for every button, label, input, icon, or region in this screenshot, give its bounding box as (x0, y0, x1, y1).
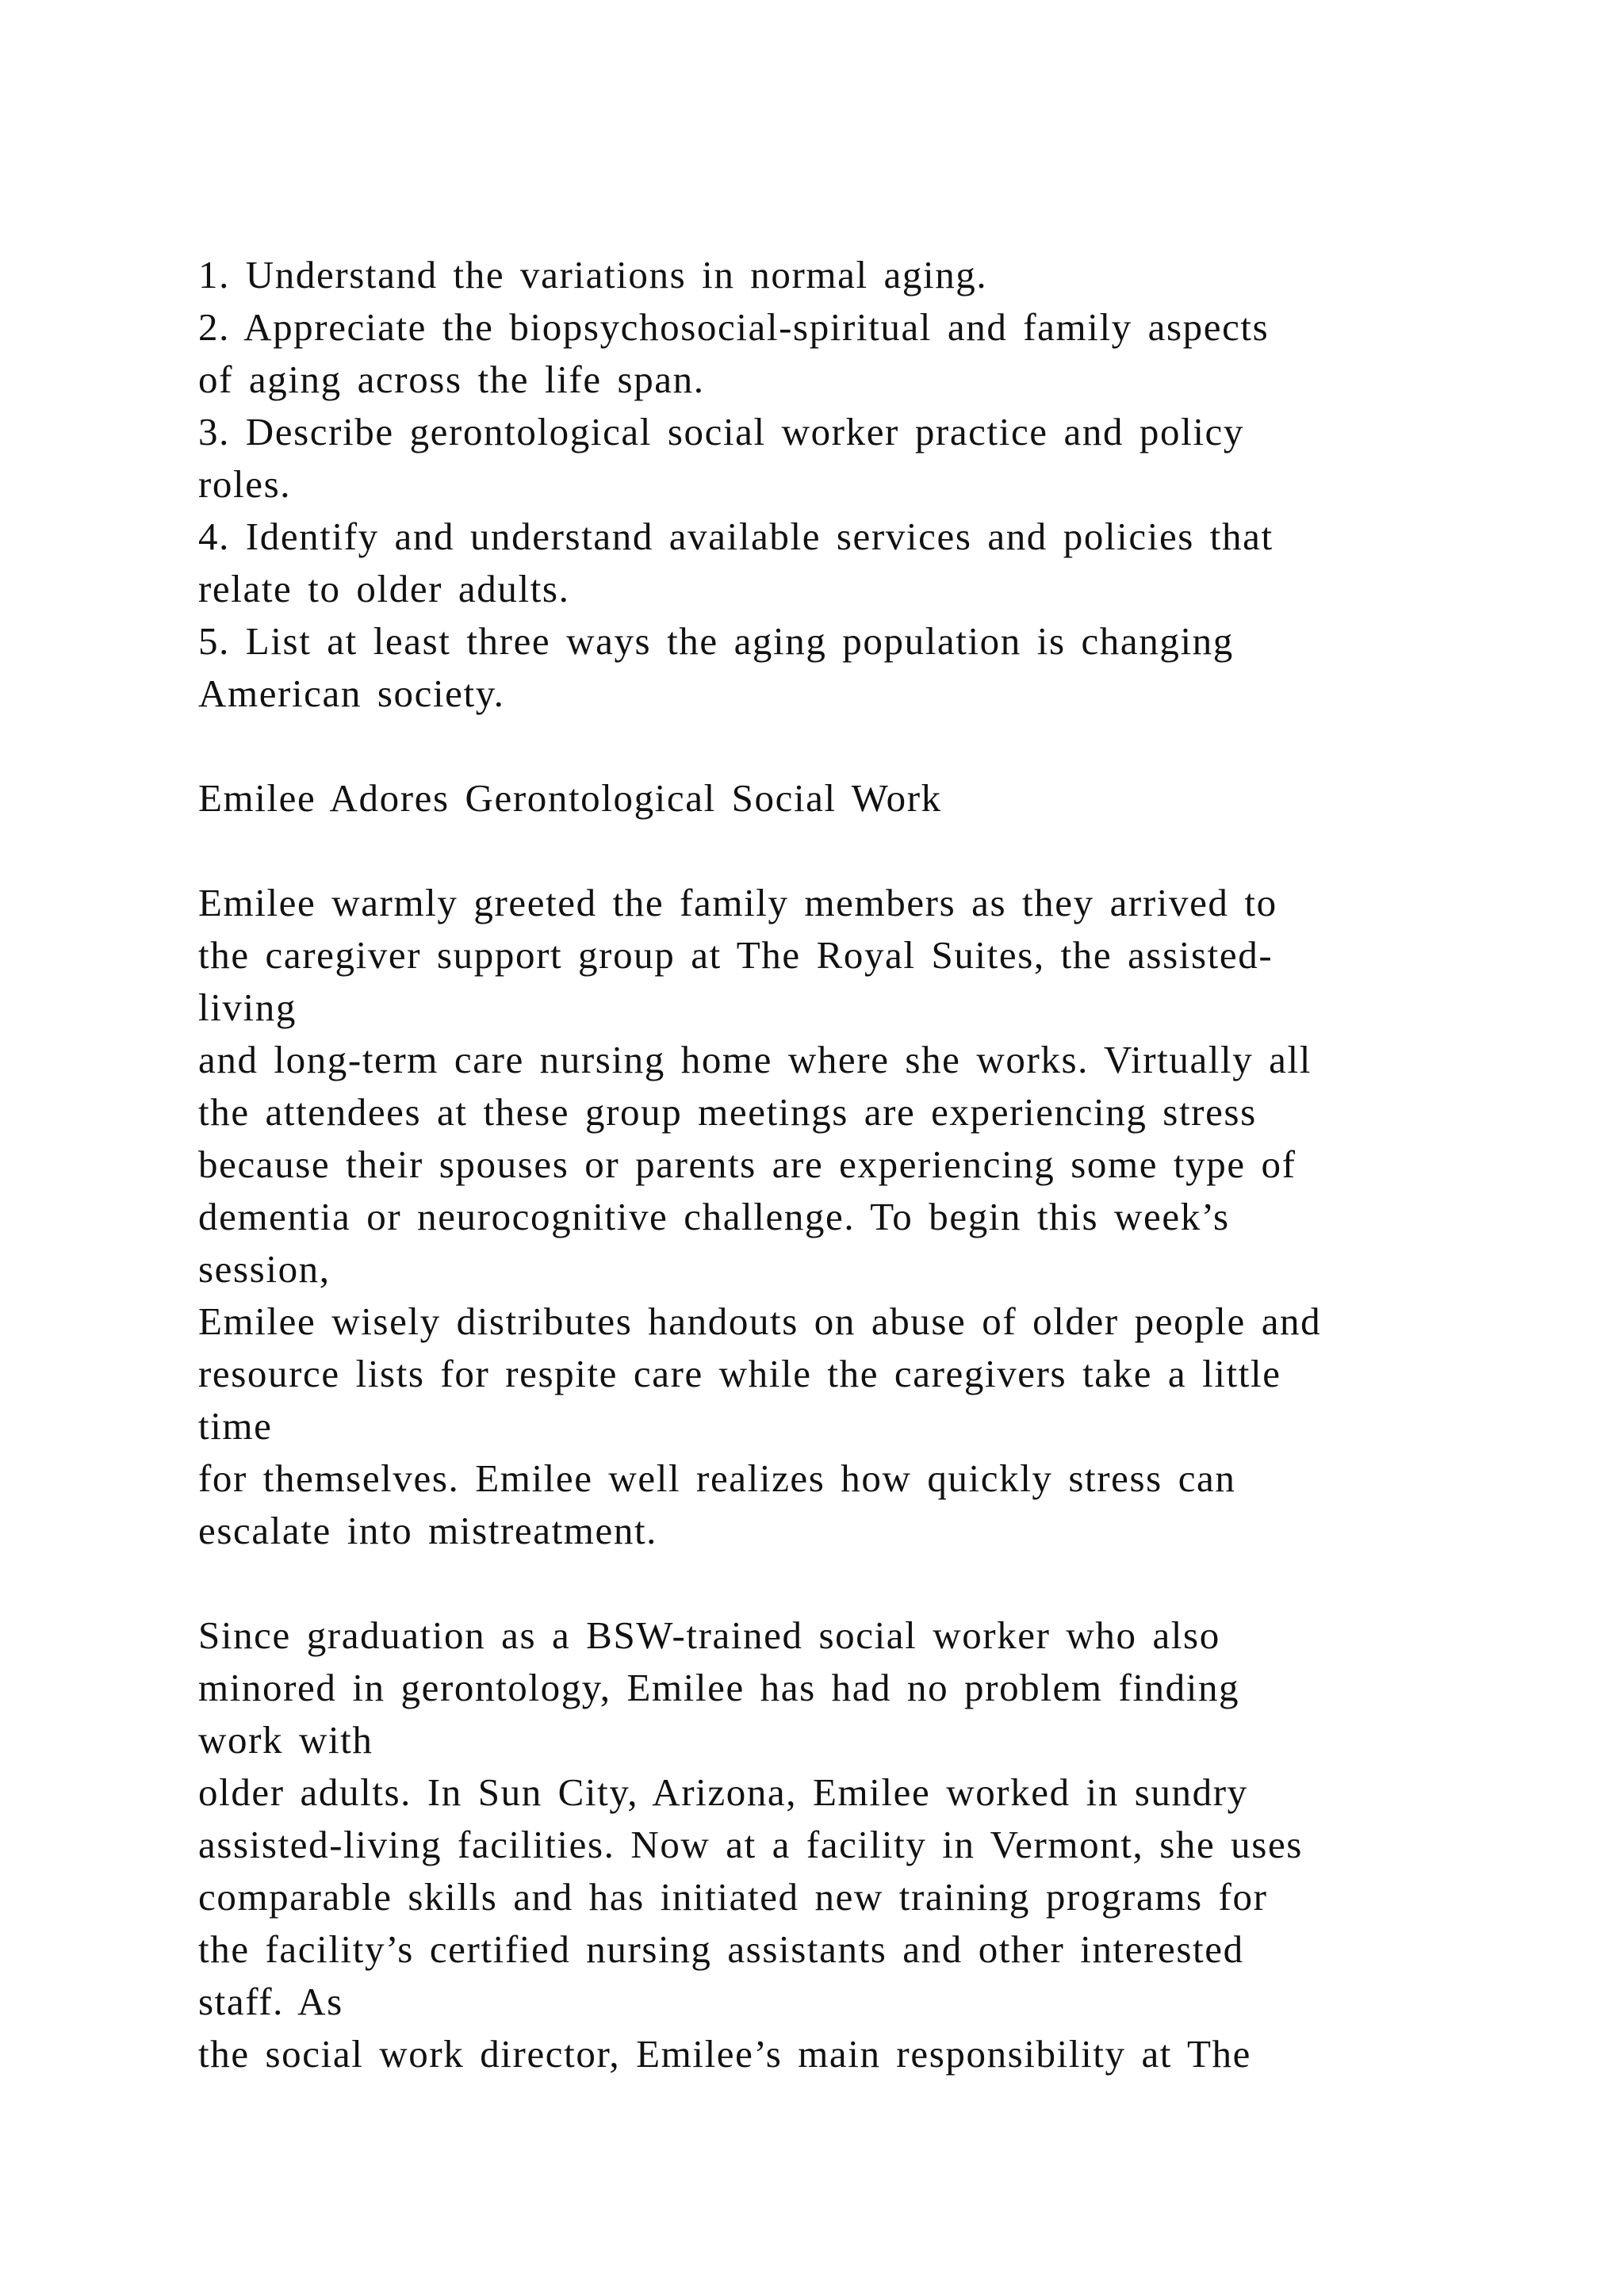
paragraph-line: dementia or neurocognitive challenge. To begin this week’s (198, 1195, 1230, 1238)
objective-line: 4. Identify and understand available services and policies that (198, 515, 1274, 558)
objective-line: of aging across the life span. (198, 358, 705, 401)
paragraph-line: Since graduation as a BSW-trained social worker who also (198, 1613, 1220, 1657)
paragraph-line: minored in gerontology, Emilee has had no problem finding (198, 1666, 1240, 1709)
spacer (198, 1557, 1594, 1609)
objective-line: 5. List at least three ways the aging population is changing (198, 619, 1234, 663)
paragraph-line: older adults. In Sun City, Arizona, Emilee worked in sundry (198, 1770, 1248, 1814)
objective-line: 3. Describe gerontological social worker practice and policy (198, 410, 1244, 453)
paragraph-line: the caregiver support group at The Royal Suites, the assisted- (198, 933, 1274, 977)
paragraph-line: comparable skills and has initiated new training programs for (198, 1875, 1268, 1919)
paragraph-line: Emilee warmly greeted the family members as they arrived to (198, 881, 1277, 924)
spacer (198, 825, 1594, 877)
paragraph-line: resource lists for respite care while the caregivers take a little (198, 1352, 1281, 1395)
paragraph-2 (198, 1609, 1594, 2080)
objective-line: relate to older adults. (198, 567, 570, 610)
paragraph-line: the attendees at these group meetings are experiencing stress (198, 1090, 1257, 1134)
objective-line: 1. Understand the variations in normal aging. (198, 253, 988, 297)
paragraph-line: Emilee wisely distributes handouts on abuse of older people and (198, 1299, 1322, 1343)
objective-line: 2. Appreciate the biopsychosocial-spiritual and family aspects (198, 305, 1270, 349)
learning-objectives (198, 249, 1594, 720)
paragraph-line: for themselves. Emilee well realizes how quickly stress can (198, 1456, 1236, 1500)
paragraph-line: because their spouses or parents are experiencing some type of (198, 1142, 1297, 1186)
paragraph-line: and long-term care nursing home where she works. Virtually all (198, 1038, 1312, 1081)
paragraph-line: session, (198, 1247, 331, 1291)
objective-line: American society. (198, 672, 505, 715)
paragraph-line: assisted-living facilities. Now at a facility in Vermont, she uses (198, 1823, 1303, 1866)
paragraph-line: time (198, 1404, 273, 1448)
objective-line: roles. (198, 462, 292, 506)
spacer (198, 720, 1594, 772)
paragraph-line: the facility’s certified nursing assistants and other interested (198, 1927, 1244, 1971)
paragraph-line: staff. As (198, 1980, 343, 2023)
paragraph-line: the social work director, Emilee’s main responsibility at The (198, 2032, 1251, 2076)
paragraph-line: living (198, 985, 297, 1029)
paragraph-line: work with (198, 1718, 373, 1762)
paragraph-1 (198, 877, 1594, 1557)
document-text (198, 249, 1594, 2080)
section-title: Emilee Adores Gerontological Social Work (198, 776, 942, 820)
paragraph-line: escalate into mistreatment. (198, 1509, 658, 1552)
